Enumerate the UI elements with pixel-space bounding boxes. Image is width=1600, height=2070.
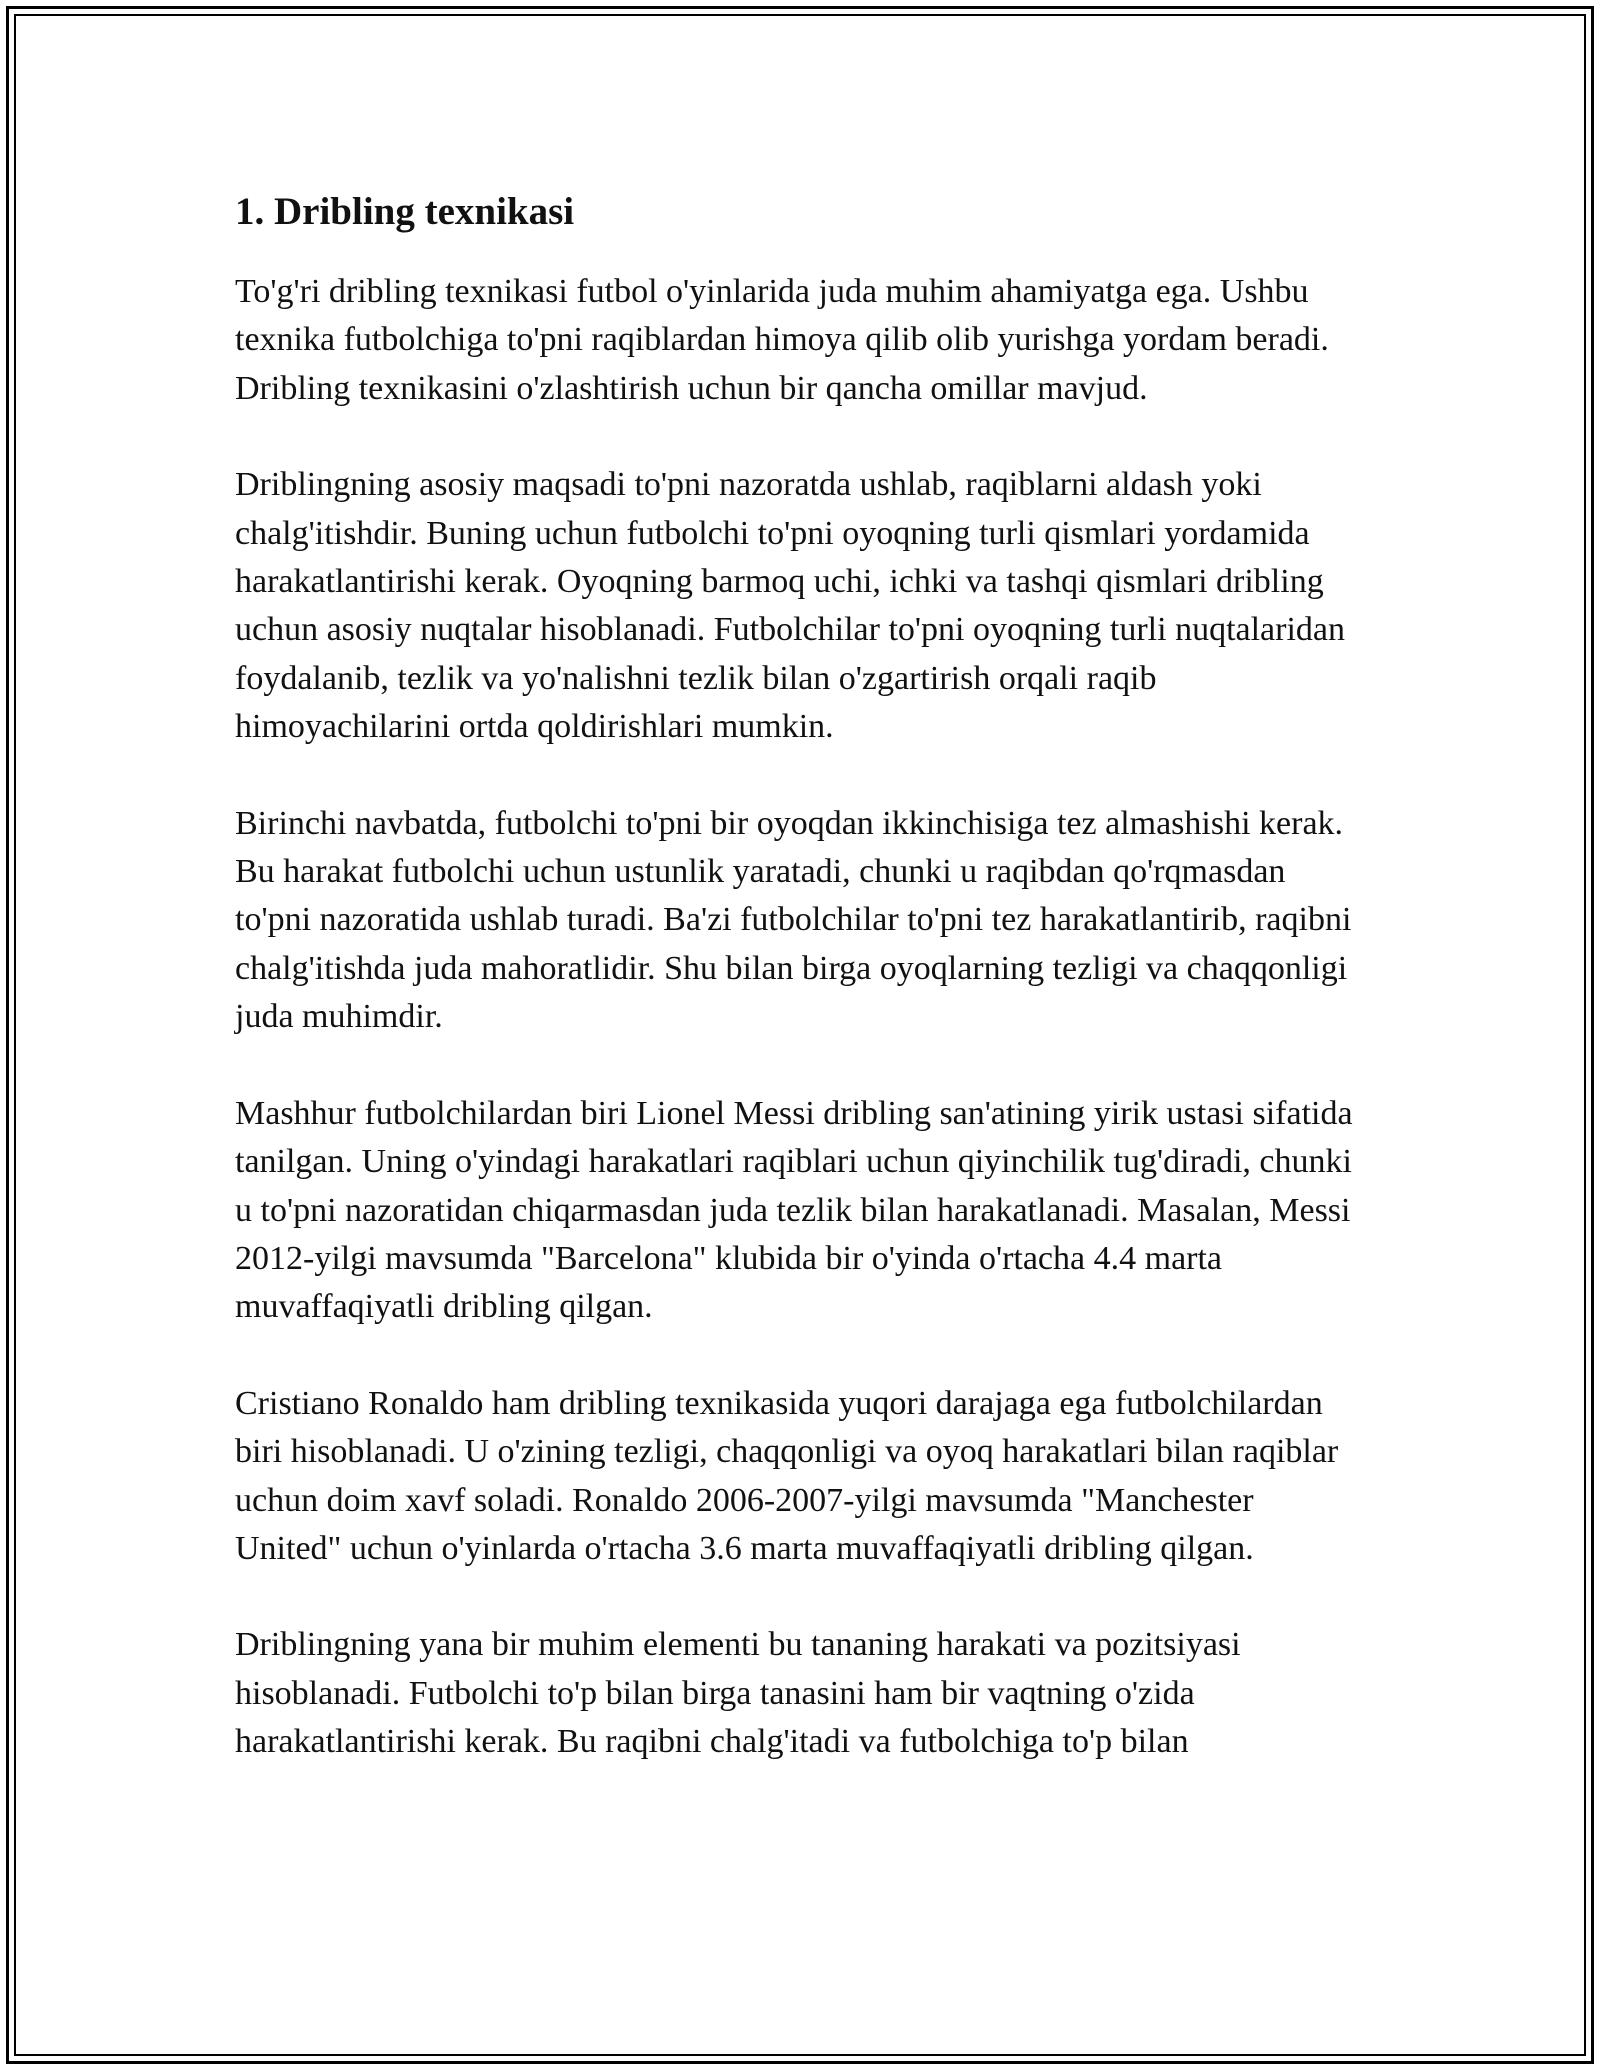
- paragraph-2: Driblingning asosiy maqsadi to'pni nazoratda ushlab, raqiblarni aldash yoki chalg'itishdir. Buning uchun futbolchi to'pni oyoqning turli qismlari yordamida harakatlantirishi kerak. Oyoqning barmoq uchi, ichki va tashqi qismlari dribling uchun asosiy nuqtalar hisoblanadi. Futbolchilar to'pni oyoqning turli nuqtalaridan foydalanib, tezlik va yo'nalishni tezlik bilan o'zgartirish orqali raqib himoyachilarini ortda qoldirishlari mumkin.: [235, 466, 1345, 746]
- paragraph-6: Driblingning yana bir muhim elementi bu tananing harakati va pozitsiyasi hisoblanadi. Futbolchi to'p bilan birga tanasini ham bir vaqtning o'zida harakatlantirishi kerak. Bu raqibni chalg'itadi va futbolchiga to'p bilan: [235, 1626, 1241, 1761]
- document-page: [235, 186, 1365, 1767]
- paragraph-1: To'g'ri dribling texnikasi futbol o'yinlarida juda muhim ahamiyatga ega. Ushbu texnika futbolchiga to'pni raqiblardan himoya qilib olib yurishga yordam beradi. Dribling texnikasini o'zlashtirish uchun bir qancha omillar mavjud.: [235, 273, 1329, 407]
- paragraph-5: Cristiano Ronaldo ham dribling texnikasida yuqori darajaga ega futbolchilardan biri hisoblanadi. U o'zining tezligi, chaqqonligi va oyoq harakatlari bilan raqiblar uchun doim xavf soladi. Ronaldo 2006-2007-yilgi mavsumda "Manchester United" uchun o'yinlarda o'rtacha 3.6 marta muvaffaqiyatli dribling qilgan.: [235, 1384, 1339, 1567]
- paragraph-4: Mashhur futbolchilardan biri Lionel Messi dribling san'atining yirik ustasi sifatida tanilgan. Uning o'yindagi harakatlari raqiblari uchun qiyinchilik tug'diradi, chunki u to'pni nazoratidan chiqarmasdan juda tezlik bilan harakatlanadi. Masalan, Messi 2012-yilgi mavsumda "Barcelona" klubida bir o'yinda o'rtacha 4.4 marta muvaffaqiyatli dribling qilgan.: [235, 1094, 1353, 1326]
- section-heading: 1. Dribling texnikasi: [235, 190, 575, 233]
- paragraph-3: Birinchi navbatda, futbolchi to'pni bir oyoqdan ikkinchisiga tez almashishi kerak. Bu harakat futbolchi uchun ustunlik yaratadi, chunki u raqibdan qo'rqmasdan to'pni nazoratida ushlab turadi. Ba'zi futbolchilar to'pni tez harakatlantirib, raqibni chalg'itishda juda mahoratlidir. Shu bilan birga oyoqlarning tezligi va chaqqonligi juda muhimdir.: [235, 804, 1352, 1036]
